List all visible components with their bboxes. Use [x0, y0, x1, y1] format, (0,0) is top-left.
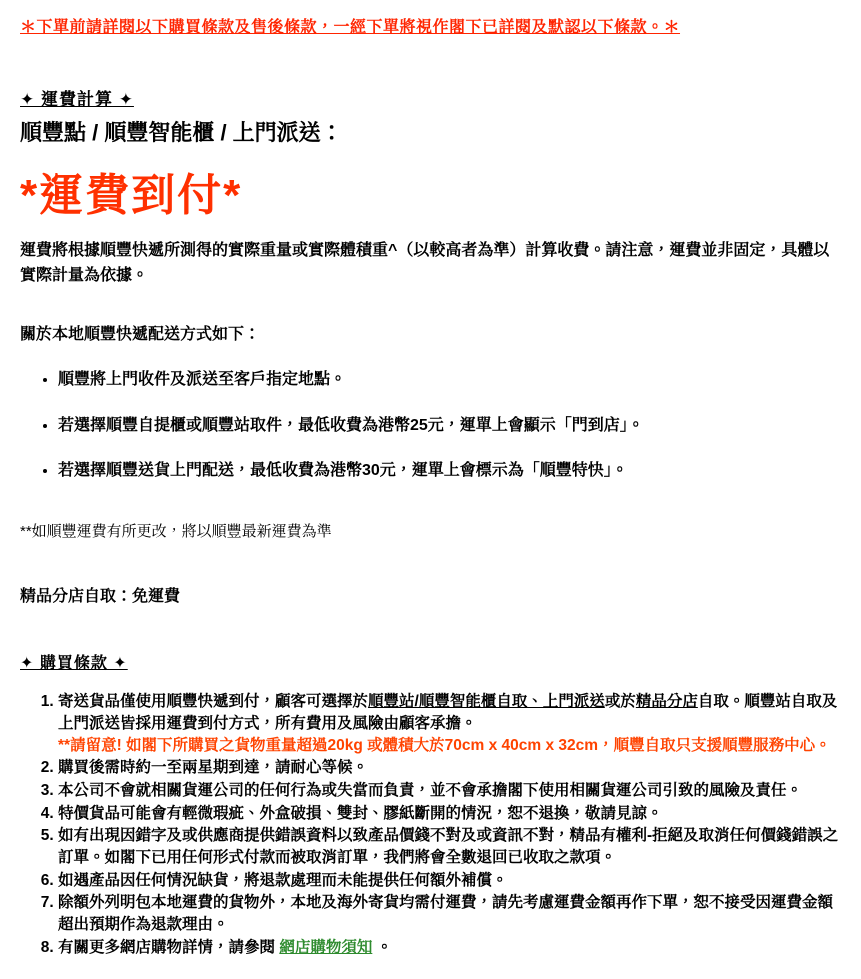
- underlined-pickup-option: 順豐站/順豐智能櫃自取、上門派送: [368, 693, 605, 711]
- term-item: 7. 除額外列明包本地運費的貨物外，本地及海外寄貨均需付運費，請先考慮運費金額再作下單，恕不接受因運費金額超出預期作為退款理由。: [58, 892, 841, 935]
- shipping-methods-list: [20, 370, 841, 482]
- term-item: 6. 如遇產品因任何情況缺貨，將退款處理而未能提供任何額外補償。: [58, 870, 841, 892]
- shipping-calc-heading: ✦ 運費計算 ✦: [20, 90, 134, 109]
- shipping-method-item: • 若選擇順豐送貨上門配送，最低收費為港幣30元，運單上會標示為「順豐特快」。: [58, 461, 841, 482]
- underlined-pickup-option: 精品分店: [635, 693, 698, 711]
- fee-change-note: **如順豐運費有所更改，將以順豐最新運費為準: [20, 523, 332, 541]
- term-item: 1. 寄送貨品僅使用順豐快遞到付，顧客可選擇於順豐站/順豐智能櫃自取、上門派送或於精品分店自取。順豐站自取及上門派送皆採用運費到付方式，所有費用及風險由顧客承擔。 **請留意! 如閣下所購買之貨物重量超過20kg 或體積大於70cm x 40cm x 32cm，順豐自取只支援順豐服務中心。: [58, 691, 841, 756]
- term-item: 3. 本公司不會就相關貨運公司的任何行為或失當而負責，並不會承擔閣下使用相關貨運公司引致的風險及責任。: [58, 780, 841, 802]
- shop-notes-link[interactable]: 網店購物須知: [279, 938, 373, 956]
- term-item: 2. 購買後需時約一至兩星期到達，請耐心等候。: [58, 757, 841, 779]
- local-delivery-methods-heading: 關於本地順豐快遞配送方式如下：: [20, 325, 261, 343]
- shipping-method-item: • 順豐將上門收件及派送至客戶指定地點。: [58, 370, 841, 391]
- term-item: 4. 特價貨品可能會有輕微瑕疵、外盒破損、雙封、膠紙斷開的情況，恕不退換，敬請見諒。: [58, 803, 841, 825]
- weight-size-warning: **請留意! 如閣下所購買之貨物重量超過20kg 或體積大於70cm x 40cm x 32cm，順豐自取只支援順豐服務中心。: [58, 736, 831, 754]
- term-item: 5. 如有出現因錯字及或供應商提供錯誤資料以致產品價錢不對及或資訊不對，精品有權利-拒絕及取消任何價錢錯誤之訂單。如閣下已用任何形式付款而被取消訂單，我們將會全數退回已收取之款項。: [58, 825, 841, 868]
- freight-intro-paragraph: 運費將根據順豐快遞所測得的實際重量或實際體積重^（以較高者為準）計算收費。請注意，運費並非固定，具體以實際計量為依據。: [20, 242, 830, 284]
- shipping-method-item: • 若選擇順豐自提櫃或順豐站取件，最低收費為港幣25元，運單上會顯示「門到店」。: [58, 416, 841, 437]
- term-item: 8. 有關更多網店購物詳情，請參閱 網店購物須知 。: [58, 937, 841, 959]
- delivery-options-subheading: 順豐點 / 順豐智能櫃 / 上門派送：: [20, 120, 343, 145]
- terms-list: [20, 691, 841, 958]
- purchase-terms-heading: ✦ 購買條款 ✦: [20, 655, 128, 673]
- pre-order-notice: ＊下單前請詳閱以下購買條款及售後條款，一經下單將視作閣下已詳閱及默認以下條款。＊: [20, 19, 681, 36]
- freight-collect-title: *運費到付*: [20, 171, 243, 220]
- store-pickup-note: 精品分店自取：免運費: [20, 588, 181, 606]
